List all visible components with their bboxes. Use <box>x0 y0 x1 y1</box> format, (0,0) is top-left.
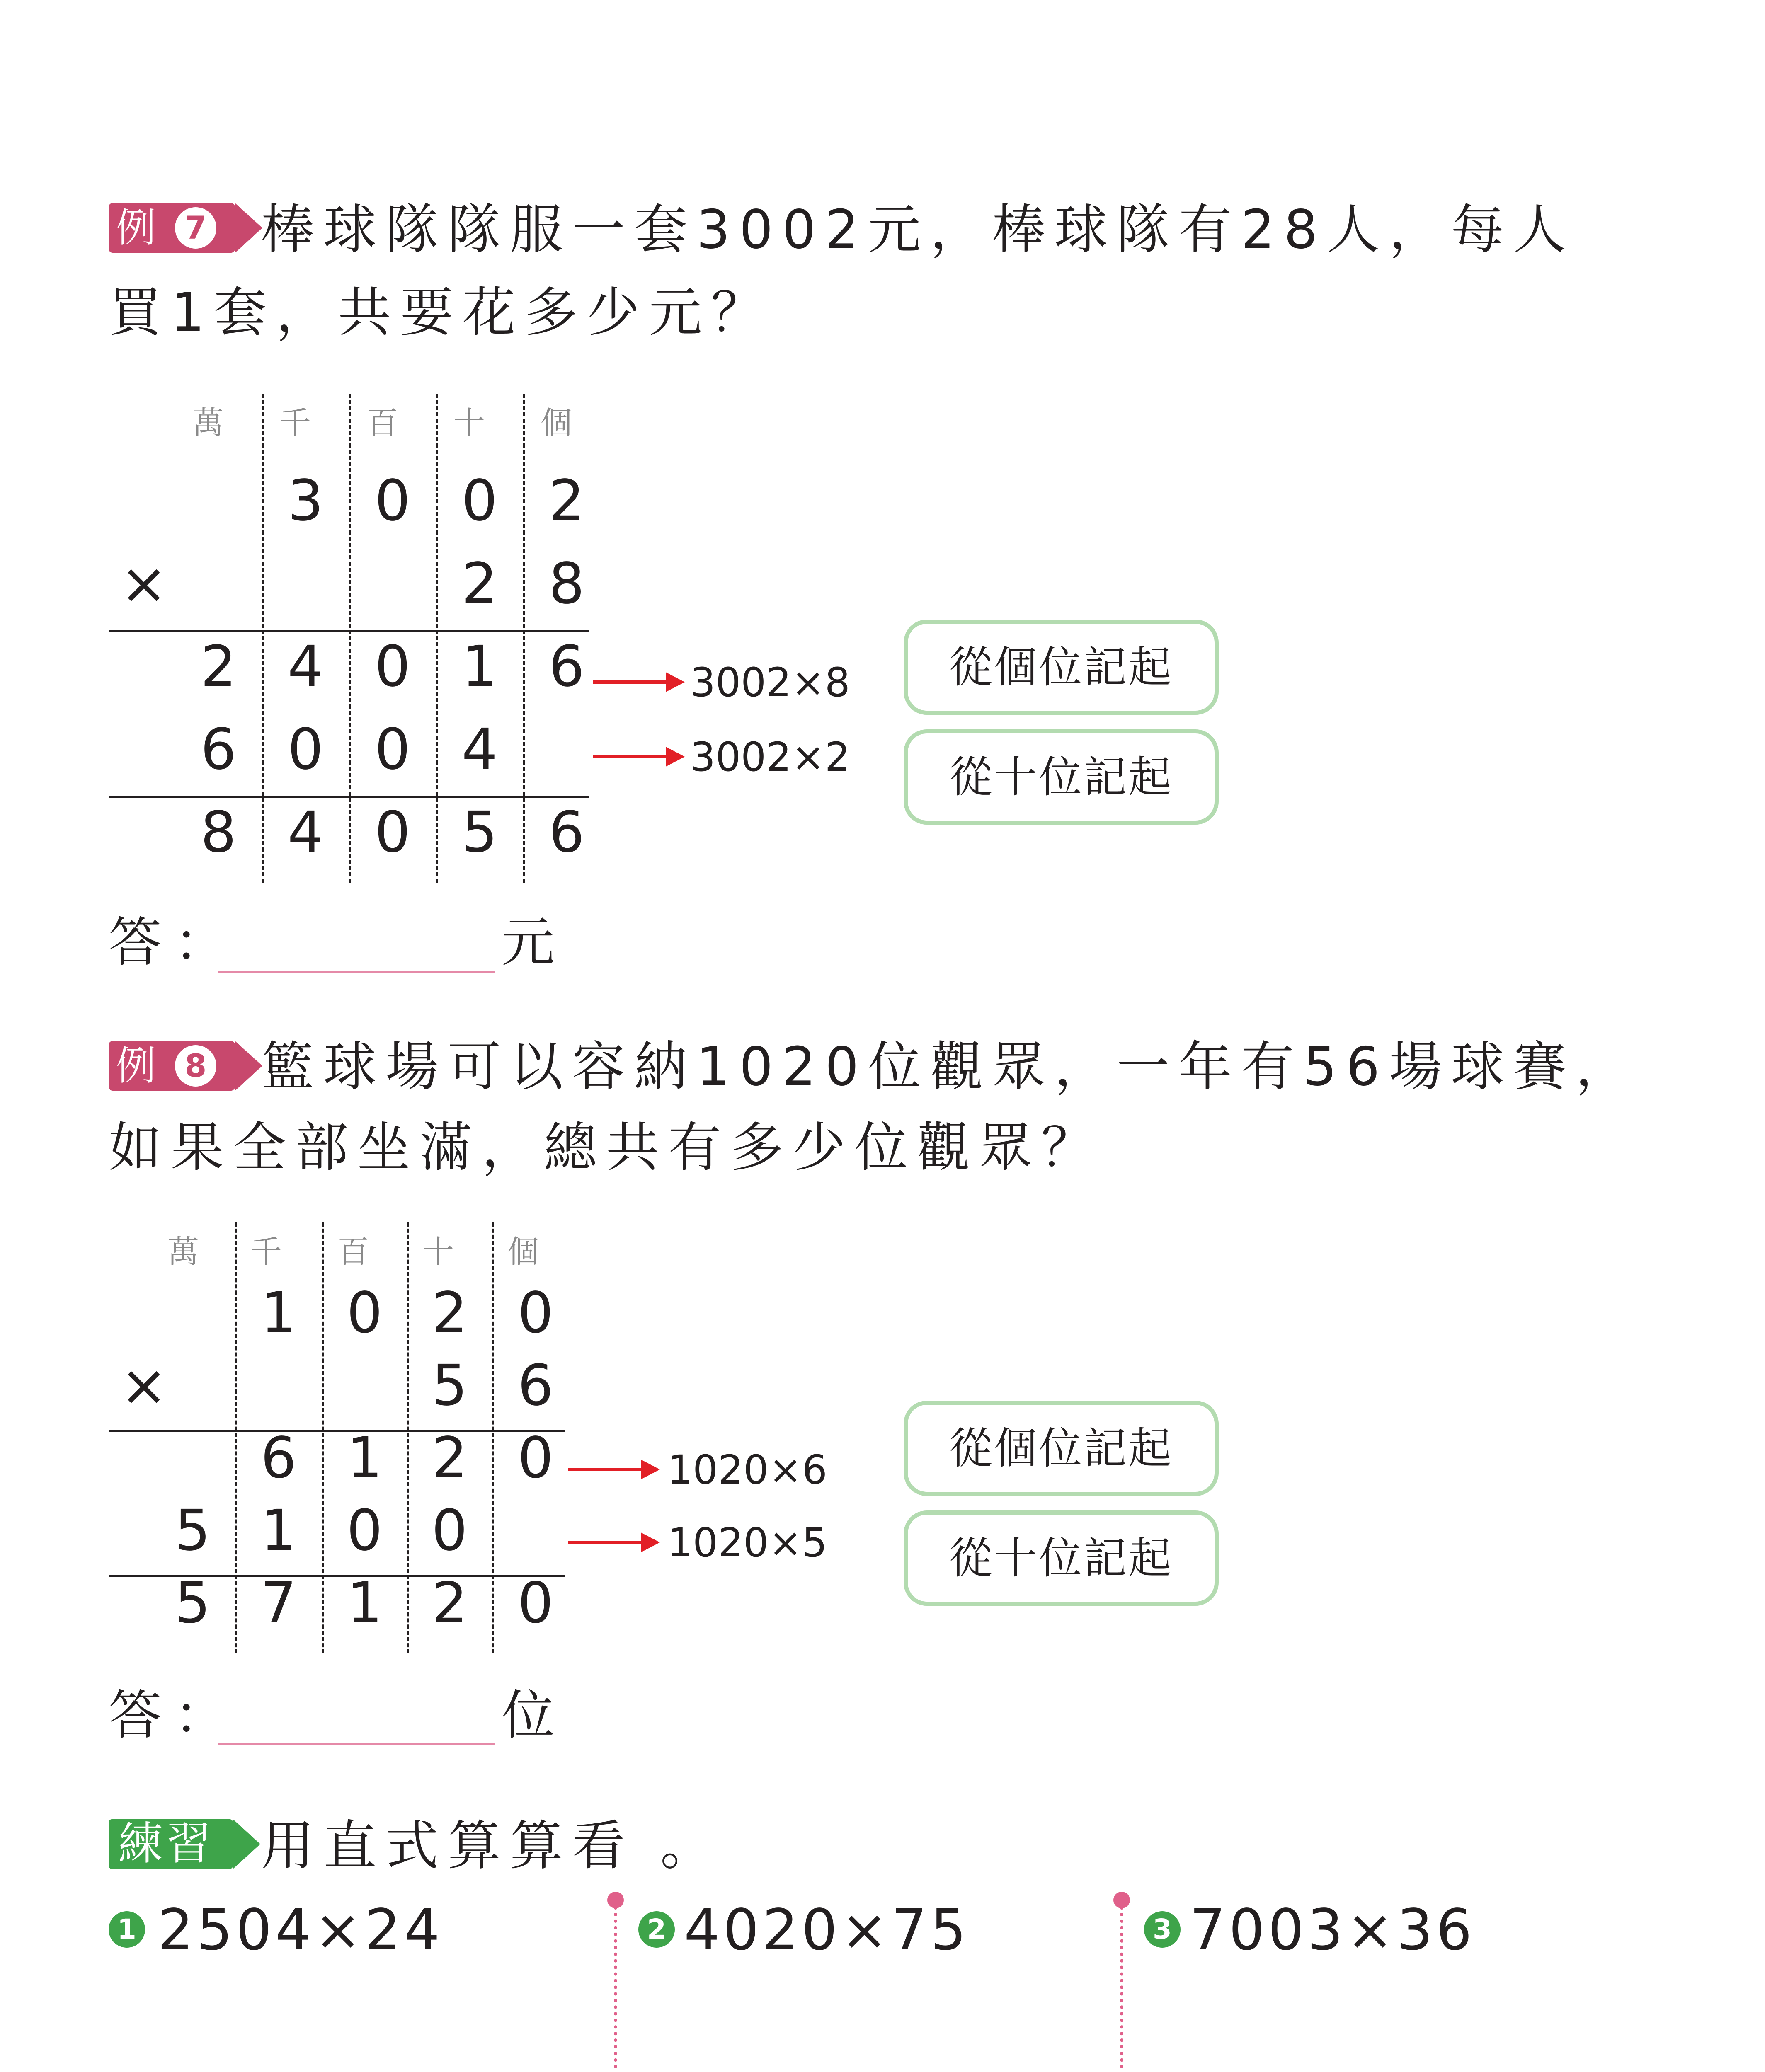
answer-blank[interactable] <box>218 971 495 973</box>
answer-unit: 位 <box>502 1685 555 1746</box>
arrow-right-icon <box>593 680 667 684</box>
header-qian: 千 <box>250 1233 282 1270</box>
digit: 6 <box>517 1353 554 1418</box>
digit: 0 <box>347 1498 383 1564</box>
digit: 4 <box>461 717 498 782</box>
digit: 4 <box>287 634 324 700</box>
digit: 2 <box>200 634 237 700</box>
digit: 0 <box>374 717 411 782</box>
digit: 2 <box>432 1571 468 1636</box>
digit: 0 <box>517 1280 554 1346</box>
header-ge: 個 <box>541 404 572 441</box>
example-7-question-line2: 買1套，共要花多少元？ <box>109 282 773 344</box>
hint-pill-tens: 從十位記起 <box>904 1510 1219 1606</box>
digit: 1 <box>260 1498 297 1564</box>
digit: 5 <box>432 1353 468 1418</box>
digit: 1 <box>461 634 498 700</box>
digit: 0 <box>432 1498 468 1564</box>
digit: 0 <box>517 1426 554 1491</box>
example-8-tag-number: 8 <box>175 1045 216 1087</box>
column-separator <box>614 1906 617 2072</box>
multiply-sign: × <box>120 551 167 617</box>
tag-arrow-icon <box>233 1819 260 1869</box>
header-shi: 十 <box>422 1233 454 1270</box>
problem-number-1: 1 <box>109 1911 145 1948</box>
product-line <box>109 630 589 632</box>
digit: 0 <box>374 800 411 865</box>
hint-pill-ones: 從個位記起 <box>904 1401 1219 1496</box>
header-qian: 千 <box>279 404 311 441</box>
header-ge: 個 <box>507 1233 539 1270</box>
divider-dot <box>1113 1892 1130 1908</box>
digit: 7 <box>260 1571 297 1636</box>
digit: 6 <box>548 800 585 865</box>
practice-instruction: 用直式算算看 。 <box>261 1815 722 1877</box>
digit: 6 <box>548 634 585 700</box>
digit: 3 <box>287 468 324 534</box>
problem-2-expression: 4020×75 <box>684 1898 970 1963</box>
answer-unit: 元 <box>502 912 555 973</box>
answer-blank[interactable] <box>218 1743 495 1745</box>
digit: 0 <box>374 634 411 700</box>
answer-label: 答： <box>109 912 240 973</box>
header-bai: 百 <box>366 404 398 441</box>
hint-pill-tens: 從十位記起 <box>904 729 1219 825</box>
example-8-question-line1: 籃球場可以容納1020位觀眾，一年有56場球賽， <box>261 1036 1638 1098</box>
header-wan: 萬 <box>167 1233 199 1270</box>
example-7-question-line1: 棒球隊隊服一套3002元，棒球隊有28人，每人 <box>261 199 1576 261</box>
digit: 2 <box>461 551 498 617</box>
partial-product-note: 3002×2 <box>690 734 850 780</box>
example-8-question-line2: 如果全部坐滿，總共有多少位觀眾？ <box>109 1117 1104 1179</box>
arrow-right-icon <box>593 755 667 758</box>
sum-line <box>109 796 589 798</box>
digit: 1 <box>347 1571 383 1636</box>
column-separator <box>1120 1906 1123 2072</box>
arrow-head-icon <box>641 1532 660 1552</box>
digit: 8 <box>200 800 237 865</box>
digit: 6 <box>260 1426 297 1491</box>
digit: 2 <box>432 1280 468 1346</box>
example-8-tag-label: 例 <box>116 1043 157 1089</box>
arrow-right-icon <box>568 1541 642 1544</box>
digit: 5 <box>175 1498 211 1564</box>
example-7-tag-label: 例 <box>116 205 157 251</box>
problem-number-2: 2 <box>638 1911 675 1948</box>
partial-product-note: 1020×6 <box>667 1447 827 1493</box>
header-shi: 十 <box>453 404 485 441</box>
digit: 0 <box>461 468 498 534</box>
digit: 0 <box>287 717 324 782</box>
digit: 8 <box>548 551 585 617</box>
tag-arrow-icon <box>235 1041 262 1091</box>
practice-tag-label: 練習 <box>118 1818 215 1870</box>
arrow-right-icon <box>568 1468 642 1471</box>
problem-1-expression: 2504×24 <box>158 1898 444 1963</box>
partial-product-note: 3002×8 <box>690 659 850 706</box>
digit: 5 <box>175 1571 211 1636</box>
answer-label: 答： <box>109 1685 240 1746</box>
divider-dot <box>607 1892 624 1908</box>
arrow-head-icon <box>666 747 685 767</box>
arrow-head-icon <box>666 672 685 692</box>
hint-pill-ones: 從個位記起 <box>904 620 1219 715</box>
digit: 6 <box>200 717 237 782</box>
problem-3-expression: 7003×36 <box>1190 1898 1476 1963</box>
digit: 2 <box>548 468 585 534</box>
tag-arrow-icon <box>235 203 262 253</box>
digit: 1 <box>260 1280 297 1346</box>
problem-number-3: 3 <box>1144 1911 1181 1948</box>
partial-product-note: 1020×5 <box>667 1520 827 1566</box>
header-wan: 萬 <box>192 404 224 441</box>
digit: 0 <box>517 1571 554 1636</box>
digit: 2 <box>432 1426 468 1491</box>
digit: 0 <box>374 468 411 534</box>
digit: 1 <box>347 1426 383 1491</box>
multiply-sign: × <box>120 1353 167 1418</box>
digit: 0 <box>347 1280 383 1346</box>
example-7-tag-number: 7 <box>175 207 216 249</box>
digit: 5 <box>461 800 498 865</box>
digit: 4 <box>287 800 324 865</box>
header-bai: 百 <box>337 1233 369 1270</box>
arrow-head-icon <box>641 1460 660 1479</box>
